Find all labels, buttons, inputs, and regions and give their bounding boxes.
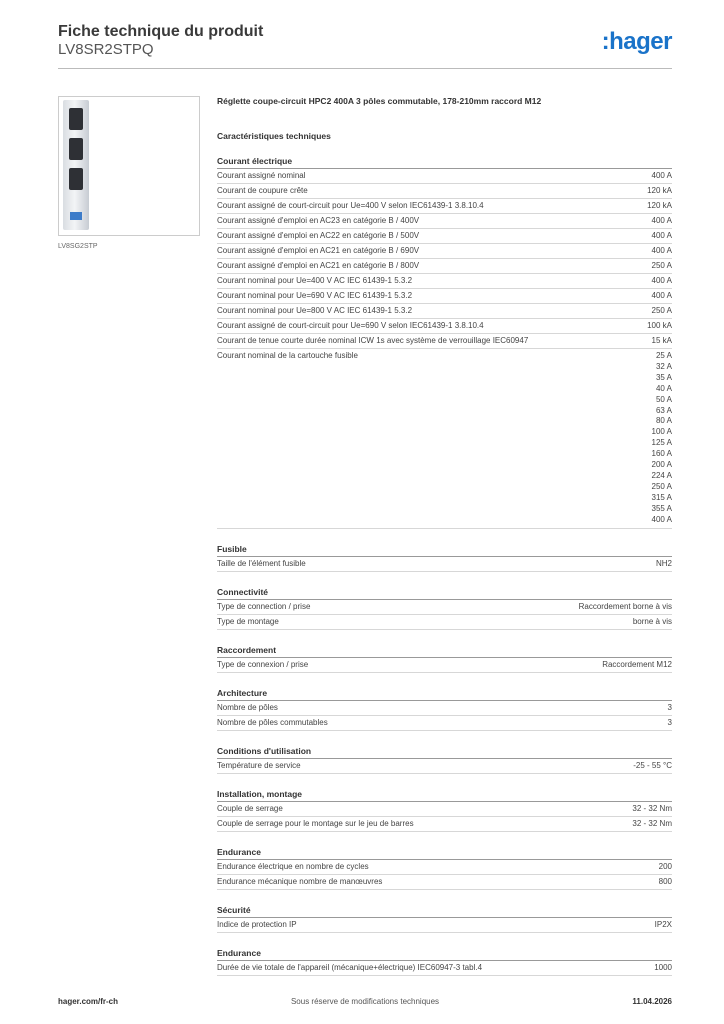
spec-value-item: 32 A (655, 361, 672, 371)
spec-sections (217, 155, 672, 976)
spec-label: Couple de serrage pour le montage sur le jeu de barres (217, 818, 414, 828)
spec-label: Courant nominal pour Ue=800 V AC IEC 61439-1 5.3.2 (217, 306, 413, 315)
spec-row (217, 817, 672, 832)
spec-label: Courant nominal pour Ue=400 V AC IEC 61439-1 5.3.2 (217, 276, 413, 285)
spec-row (217, 229, 672, 244)
spec-value-item: 400 A (651, 514, 672, 524)
spec-value: 200 (658, 861, 672, 871)
spec-value (652, 351, 672, 526)
spec-section (217, 543, 672, 572)
spec-value: Raccordement borne à vis (578, 601, 672, 611)
spec-value-item: 224 A (651, 470, 672, 480)
spec-value-item: 40 A (655, 383, 672, 393)
spec-value: Raccordement M12 (602, 659, 672, 669)
spec-label: Type de connexion / prise (217, 659, 309, 669)
spec-section (217, 904, 672, 933)
spec-row (217, 759, 672, 774)
footer-date: 11.04.2026 (632, 997, 672, 1006)
spec-value: 32 - 32 Nm (632, 803, 672, 813)
spec-label: Courant assigné d'emploi en AC23 en catégorie B / 400V (217, 216, 420, 225)
spec-value: -25 - 55 °C (633, 760, 672, 770)
spec-value: 120 kA (647, 201, 672, 210)
spec-label: Courant assigné d'emploi en AC21 en catégorie B / 690V (217, 246, 420, 255)
spec-label: Courant assigné de court-circuit pour Ue=400 V selon IEC61439-1 3.8.10.4 (217, 201, 484, 210)
product-device-illustration (63, 100, 89, 230)
footer-disclaimer: Sous réserve de modifications techniques (290, 997, 440, 1006)
spec-value: 400 A (651, 231, 672, 240)
spec-value: 800 (658, 876, 672, 886)
page-title: Fiche technique du produit (58, 23, 264, 40)
spec-value-item: 355 A (651, 503, 672, 513)
footer-website: hager.com/fr-ch (58, 997, 119, 1006)
spec-value: IP2X (654, 919, 672, 929)
section-title: Endurance (217, 947, 672, 961)
spec-section (217, 745, 672, 774)
spec-value: 120 kA (647, 186, 672, 195)
page-header (58, 22, 263, 59)
spec-section (217, 846, 672, 890)
spec-row (217, 304, 672, 319)
spec-section (217, 586, 672, 630)
spec-label: Couple de serrage (217, 803, 283, 813)
spec-value: 400 A (651, 276, 672, 285)
spec-value-item: 250 A (651, 481, 672, 491)
spec-label: Type de connection / prise (217, 601, 311, 611)
spec-label: Courant de tenue courte durée nominal ICW 1s avec système de verrouillage IEC60947 (217, 336, 529, 345)
spec-row (217, 214, 672, 229)
spec-row (217, 169, 672, 184)
spec-label: Courant nominal de la cartouche fusible (217, 351, 358, 360)
header-divider (58, 68, 672, 69)
spec-row (217, 244, 672, 259)
spec-row (217, 802, 672, 817)
hager-logo: :hager (601, 28, 672, 55)
spec-row (217, 334, 672, 349)
section-title: Courant électrique (217, 155, 672, 169)
spec-label: Courant assigné d'emploi en AC22 en catégorie B / 500V (217, 231, 420, 240)
section-title: Architecture (217, 687, 672, 701)
spec-value: 250 A (651, 306, 672, 315)
spec-value: 250 A (651, 261, 672, 270)
spec-value: 15 kA (651, 336, 672, 345)
spec-row (217, 658, 672, 673)
spec-row (217, 615, 672, 630)
spec-section (217, 644, 672, 673)
spec-row (217, 860, 672, 875)
spec-row (217, 701, 672, 716)
spec-value-item: 63 A (655, 405, 672, 415)
spec-row (217, 961, 672, 976)
spec-label: Nombre de pôles (217, 702, 278, 712)
spec-value-item: 200 A (651, 460, 672, 470)
spec-label: Nombre de pôles commutables (217, 717, 328, 727)
spec-content (217, 96, 672, 976)
spec-value-item: 315 A (651, 492, 672, 502)
spec-value: 400 A (651, 291, 672, 300)
spec-value-item: 125 A (651, 438, 672, 448)
spec-label: Taille de l'élément fusible (217, 558, 306, 568)
spec-label: Indice de protection IP (217, 919, 297, 929)
spec-value: 3 (667, 702, 672, 712)
spec-row (217, 259, 672, 274)
spec-row (217, 557, 672, 572)
spec-value: 100 kA (647, 321, 672, 330)
spec-value-item: 35 A (655, 372, 672, 382)
spec-label: Type de montage (217, 616, 279, 626)
spec-label: Endurance mécanique nombre de manœuvres (217, 876, 383, 886)
spec-row (217, 716, 672, 731)
spec-label: Courant assigné d'emploi en AC21 en catégorie B / 800V (217, 261, 420, 270)
spec-section (217, 155, 672, 529)
product-image-caption: LV8SG2STP (58, 243, 98, 250)
spec-label: Courant nominal pour Ue=690 V AC IEC 61439-1 5.3.2 (217, 291, 413, 300)
spec-section (217, 788, 672, 832)
spec-row (217, 184, 672, 199)
section-title: Connectivité (217, 586, 672, 600)
section-title: Sécurité (217, 904, 672, 918)
spec-value-item: 160 A (651, 449, 672, 459)
product-image (58, 96, 200, 236)
spec-row (217, 289, 672, 304)
spec-row (217, 199, 672, 214)
spec-label: Endurance électrique en nombre de cycles (217, 861, 369, 871)
spec-row (217, 918, 672, 933)
spec-value-item: 100 A (651, 427, 672, 437)
spec-value: 3 (667, 717, 672, 727)
spec-row (217, 600, 672, 615)
spec-value-item: 80 A (655, 416, 672, 426)
spec-value: 400 A (651, 171, 672, 180)
spec-section (217, 947, 672, 976)
section-title: Fusible (217, 543, 672, 557)
spec-label: Courant assigné de court-circuit pour Ue=690 V selon IEC61439-1 3.8.10.4 (217, 321, 484, 330)
section-title: Installation, montage (217, 788, 672, 802)
spec-value: 32 - 32 Nm (632, 818, 672, 828)
spec-value: borne à vis (632, 616, 672, 626)
product-description: Réglette coupe-circuit HPC2 400A 3 pôles commutable, 178-210mm raccord M12 (217, 96, 542, 106)
spec-value-item: 25 A (655, 351, 672, 360)
spec-value: NH2 (655, 558, 672, 568)
spec-value: 400 A (651, 246, 672, 255)
product-reference: LV8SR2STPQ (58, 41, 154, 58)
spec-value-item: 50 A (655, 394, 672, 404)
section-title: Raccordement (217, 644, 672, 658)
spec-value: 400 A (651, 216, 672, 225)
section-title: Endurance (217, 846, 672, 860)
spec-section (217, 687, 672, 731)
spec-row (217, 349, 672, 529)
spec-label: Courant de coupure crête (217, 186, 308, 195)
spec-value: 1000 (654, 962, 672, 972)
spec-label: Durée de vie totale de l'appareil (mécanique+électrique) IEC60947-3 tabl.4 (217, 962, 483, 972)
spec-label: Température de service (217, 760, 301, 770)
characteristics-title: Caractéristiques techniques (217, 131, 331, 141)
spec-row (217, 875, 672, 890)
spec-row (217, 274, 672, 289)
spec-row (217, 319, 672, 334)
spec-label: Courant assigné nominal (217, 171, 306, 180)
section-title: Conditions d'utilisation (217, 745, 672, 759)
